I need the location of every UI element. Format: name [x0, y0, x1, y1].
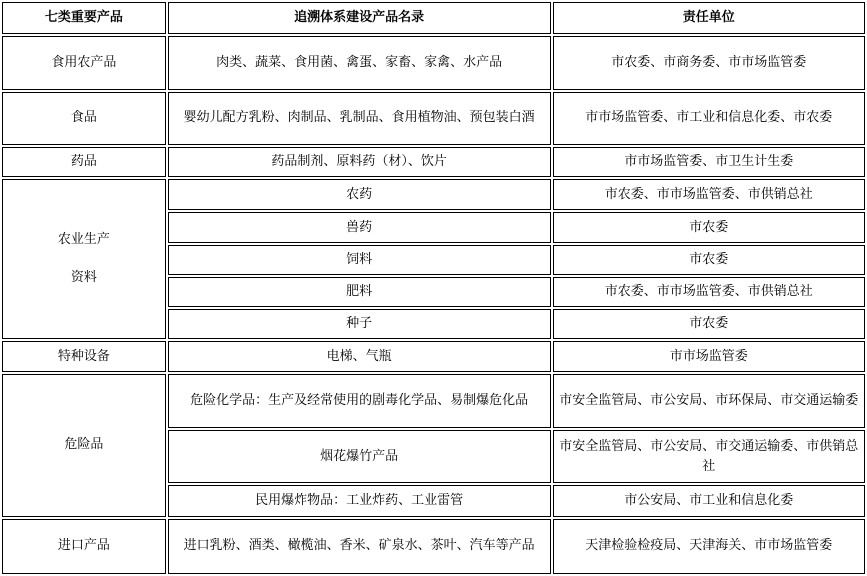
products-cell: 肥料 — [168, 277, 551, 307]
products-cell: 兽药 — [168, 212, 551, 242]
category-cell: 危险品 — [2, 374, 166, 517]
units-cell: 市农委、市市场监管委、市供销总社 — [553, 179, 865, 210]
units-cell: 市安全监管局、市公安局、市交通运输委、市供销总社 — [553, 430, 865, 483]
products-cell: 药品制剂、原料药（材）、饮片 — [168, 147, 551, 177]
header-products: 追溯体系建设产品名录 — [168, 2, 551, 34]
units-cell: 市市场监管委、市工业和信息化委、市农委 — [553, 92, 865, 145]
units-cell: 市农委、市市场监管委、市供销总社 — [553, 277, 865, 307]
units-cell: 市市场监管委 — [553, 341, 865, 371]
products-cell: 民用爆炸物品：工业炸药、工业雷管 — [168, 485, 551, 516]
units-cell: 市农委 — [553, 309, 865, 339]
units-cell: 市市场监管委、市卫生计生委 — [553, 147, 865, 177]
table-row — [2, 341, 865, 371]
products-cell: 烟花爆竹产品 — [168, 430, 551, 483]
category-line: 资料 — [70, 270, 97, 286]
header-category: 七类重要产品 — [2, 2, 166, 34]
table-row — [2, 36, 865, 89]
products-cell: 进口乳粉、酒类、橄榄油、香米、矿泉水、茶叶、汽车等产品 — [168, 519, 551, 574]
category-cell: 特种设备 — [2, 341, 166, 371]
products-cell: 婴幼儿配方乳粉、肉制品、乳制品、食用植物油、预包装白酒 — [168, 92, 551, 145]
category-cell: 食用农产品 — [2, 36, 166, 89]
units-cell: 天津检验检疫局、天津海关、市市场监管委 — [553, 519, 865, 574]
category-line: 农业生产 — [57, 232, 110, 248]
units-cell: 市安全监管局、市公安局、市环保局、市交通运输委 — [553, 374, 865, 428]
table-row — [2, 519, 865, 574]
category-cell: 进口产品 — [2, 519, 166, 574]
products-cell: 农药 — [168, 179, 551, 210]
products-cell: 电梯、气瓶 — [168, 341, 551, 371]
table-row — [2, 147, 865, 177]
category-cell — [2, 179, 166, 339]
header-units: 责任单位 — [553, 2, 865, 34]
table-row — [2, 179, 865, 210]
units-cell: 市农委、市商务委、市市场监管委 — [553, 36, 865, 89]
units-cell: 市公安局、市工业和信息化委 — [553, 485, 865, 516]
products-cell: 肉类、蔬菜、食用菌、禽蛋、家畜、家禽、水产品 — [168, 36, 551, 89]
table-row — [2, 374, 865, 428]
products-cell: 种子 — [168, 309, 551, 339]
units-cell: 市农委 — [553, 245, 865, 275]
table-row — [2, 92, 865, 145]
header-row — [2, 2, 865, 34]
category-cell: 食品 — [2, 92, 166, 145]
products-cell: 危险化学品：生产及经常使用的剧毒化学品、易制爆危化品 — [168, 374, 551, 428]
units-cell: 市农委 — [553, 212, 865, 242]
category-cell: 药品 — [2, 147, 166, 177]
products-cell: 饲料 — [168, 245, 551, 275]
